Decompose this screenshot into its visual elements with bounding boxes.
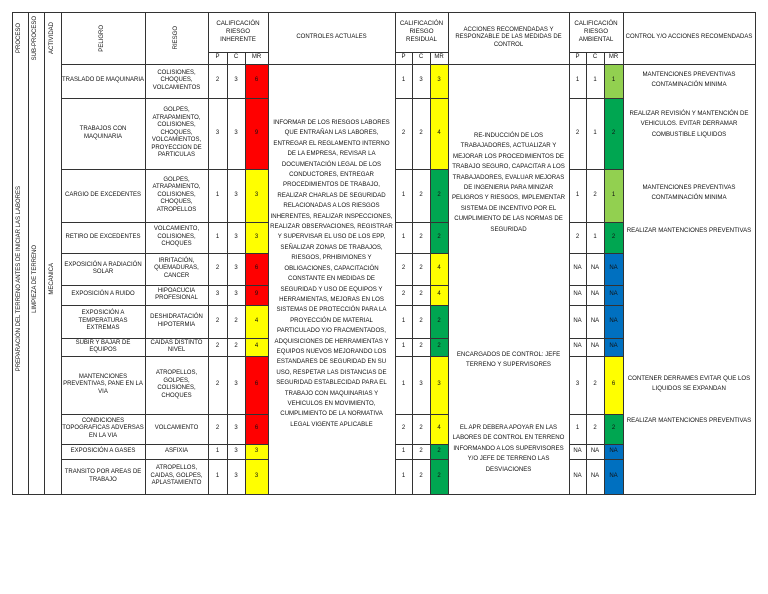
grid-line xyxy=(12,12,755,13)
amb-p-cell: 2 xyxy=(575,129,580,136)
header-proceso: PROCESO xyxy=(16,22,23,53)
header-inh-mr: MR xyxy=(251,54,262,61)
grid-line xyxy=(12,12,13,495)
amb-mr-cell: 2 xyxy=(604,222,623,253)
inh-p-cell: 2 xyxy=(215,265,220,272)
amb-c-cell: 2 xyxy=(593,425,597,432)
res-p-cell: 2 xyxy=(401,129,406,136)
riesgo-cell: ATROPELLOS, GOLPES, COLISIONES, CHOQUES xyxy=(155,370,198,399)
grid-line xyxy=(61,64,755,65)
grid-line xyxy=(430,52,431,495)
res-c-cell: 2 xyxy=(419,425,423,432)
riesgo-cell: CAIDAS DISTINTO NIVEL xyxy=(150,339,203,353)
res-c-cell: 2 xyxy=(419,317,423,324)
res-c-cell: 2 xyxy=(419,291,423,298)
inh-c-cell: 3 xyxy=(234,472,238,479)
res-mr-cell: 4 xyxy=(430,253,448,285)
res-mr-cell: 2 xyxy=(430,305,448,338)
amb-c-cell: NA xyxy=(590,472,600,479)
grid-line xyxy=(61,253,268,254)
grid-line xyxy=(569,305,623,306)
grid-line xyxy=(569,444,623,445)
grid-line xyxy=(586,52,587,495)
header-inh-p: P xyxy=(215,54,220,61)
amb-mr-cell: 6 xyxy=(604,356,623,414)
amb-p-cell: NA xyxy=(573,447,582,454)
res-mr-cell: 2 xyxy=(430,169,448,222)
header-inh-c: C xyxy=(233,54,239,61)
riesgo-cell: DESHIDRATACIÓN HIPOTERMIA xyxy=(150,314,203,328)
inh-mr-cell: 4 xyxy=(245,305,268,338)
res-p-cell: 1 xyxy=(401,191,406,198)
inh-p-cell: 2 xyxy=(215,343,220,350)
amb-c-cell: NA xyxy=(590,317,600,324)
grid-line xyxy=(28,12,29,495)
inh-p-cell: 2 xyxy=(215,381,220,388)
grid-line xyxy=(604,52,605,495)
header-riesgo: RIESGO xyxy=(172,26,179,50)
riesgo-cell: HIPOACUCIA PROFESIONAL xyxy=(155,287,198,301)
riesgo-cell: VOLCAMIENTO xyxy=(154,425,199,432)
peligro-cell: RETIRO DE EXCEDENTES xyxy=(65,233,141,240)
grid-line xyxy=(395,459,448,460)
sub-proceso-value: LIMPIEZA DE TERRENO xyxy=(32,245,39,313)
res-c-cell: 2 xyxy=(419,472,423,479)
amb-p-cell: 1 xyxy=(575,77,580,84)
inh-p-cell: 3 xyxy=(215,291,220,298)
grid-line xyxy=(395,98,448,99)
amb-c-cell: 1 xyxy=(593,129,597,136)
grid-line xyxy=(61,285,268,286)
res-p-cell: 1 xyxy=(401,317,406,324)
amb-p-cell: NA xyxy=(573,265,582,272)
res-mr-cell: 3 xyxy=(430,64,448,98)
header-calificacion-inherente: CALIFICACIÓN RIESGO INHERENTE xyxy=(216,20,260,43)
grid-line xyxy=(623,12,624,495)
actividad-value: MECANICA xyxy=(48,263,55,295)
control-block-1: MANTENCIONES PREVENTIVAS CONTAMINACIÓN MINIMA xyxy=(642,71,736,89)
res-c-cell: 2 xyxy=(419,343,423,350)
grid-line xyxy=(395,356,448,357)
inh-mr-cell: 3 xyxy=(245,169,268,222)
inh-mr-cell: 3 xyxy=(245,444,268,459)
res-p-cell: 2 xyxy=(401,265,406,272)
peligro-cell: TRANSITO POR AREAS DE TRABAJO xyxy=(64,469,142,483)
acciones-block-1: RE-INDUCCIÓN DE LOS TRABAJADORES, ACTUALIZAR Y MEJORAR LOS PROCEDIMIENTOS DE TRABAJO SEGURO, CAPACITAR A LOS TRABAJADORES, EVALUAR MEJORAS DE INGENIERIA PARA MINIZAR PELIGROS Y RIESGOS, IMPLEMENTAR SISTEMA DE INCENTIVO POR EL CUMPLIMIENTO DE LAS NORMAS DE SEGURIDAD xyxy=(451,132,566,233)
header-res-p: P xyxy=(401,54,406,61)
inh-mr-cell: 9 xyxy=(245,285,268,305)
res-mr-cell: 2 xyxy=(430,459,448,494)
inh-p-cell: 1 xyxy=(215,191,220,198)
res-mr-cell: 4 xyxy=(430,285,448,305)
inh-mr-cell: 3 xyxy=(245,459,268,494)
grid-line xyxy=(755,12,756,495)
grid-line xyxy=(395,305,448,306)
inh-c-cell: 3 xyxy=(234,129,238,136)
header-acciones-recomendadas: ACCIONES RECOMENDADAS Y RESPONZABLE DE LAS MEDIDAS DE CONTROL xyxy=(455,26,562,48)
grid-line xyxy=(12,494,755,495)
control-block-5: CONTENER DERRAMES EVITAR QUE LOS LIQUIDOS SE EXPANDAN xyxy=(627,375,751,393)
amb-mr-cell: NA xyxy=(604,253,623,285)
grid-line xyxy=(44,12,45,495)
header-calificacion-ambiental: CALIFICACIÓN RIESGO AMBIENTAL xyxy=(574,20,618,43)
amb-p-cell: 2 xyxy=(575,233,580,240)
res-c-cell: 2 xyxy=(419,265,423,272)
res-p-cell: 1 xyxy=(401,472,406,479)
res-p-cell: 1 xyxy=(401,77,406,84)
grid-line xyxy=(569,285,623,286)
grid-line xyxy=(245,52,246,495)
grid-line xyxy=(61,222,268,223)
grid-line xyxy=(569,459,623,460)
grid-line xyxy=(61,356,268,357)
grid-line xyxy=(448,12,449,495)
acciones-block-3: EL APR DEBERA APOYAR EN LAS LABORES DE CONTROL EN TERRENO INFORMANDO A LOS SUPERVISORES Y/O JEFE DE TERRENO LAS DESVIACIONES xyxy=(452,424,565,473)
res-mr-cell: 3 xyxy=(430,356,448,414)
res-c-cell: 2 xyxy=(419,447,423,454)
grid-line xyxy=(208,52,268,53)
control-block-4: REALIZAR MANTENCIONES PREVENTIVAS xyxy=(626,227,752,234)
res-p-cell: 2 xyxy=(401,291,406,298)
peligro-cell: EXPOSICIÓN A RADIACIÓN SOLAR xyxy=(64,261,142,275)
res-c-cell: 3 xyxy=(419,77,423,84)
amb-p-cell: NA xyxy=(573,317,582,324)
amb-p-cell: NA xyxy=(573,291,582,298)
inh-p-cell: 2 xyxy=(215,425,220,432)
grid-line xyxy=(61,459,268,460)
header-calificacion-residual: CALIFICACIÓN RIESGO RESIDUAL xyxy=(399,20,444,43)
proceso-value: PREPARACIÓN DEL TERRENO ANTES DE INICIAR LAS LABORES xyxy=(16,186,23,372)
amb-c-cell: 1 xyxy=(593,77,597,84)
control-block-6: REALIZAR MANTENCIONES PREVENTIVAS xyxy=(626,417,752,424)
grid-line xyxy=(395,285,448,286)
inh-c-cell: 3 xyxy=(234,265,238,272)
inh-p-cell: 1 xyxy=(215,233,220,240)
acciones-block-2: ENCARGADOS DE CONTROL: JEFE TERRENO Y SUPERVISORES xyxy=(456,351,561,369)
grid-line xyxy=(61,305,268,306)
header-controles-actuales: CONTROLES ACTUALES xyxy=(296,34,367,41)
riesgo-cell: GOLPES, ATRAPAMIENTO, COLISIONES, CHOQUES, ATROPELLOS xyxy=(152,176,201,213)
inh-mr-cell: 9 xyxy=(245,98,268,169)
res-mr-cell: 2 xyxy=(430,222,448,253)
grid-line xyxy=(61,98,268,99)
peligro-cell: SUBIR Y BAJAR DE EQUIPOS xyxy=(75,339,131,353)
amb-p-cell: NA xyxy=(573,343,582,350)
inh-p-cell: 1 xyxy=(215,447,220,454)
grid-line xyxy=(268,12,269,495)
grid-line xyxy=(395,169,448,170)
res-c-cell: 2 xyxy=(419,191,423,198)
peligro-cell: CARGIO DE EXCEDENTES xyxy=(64,191,141,198)
inh-c-cell: 3 xyxy=(234,447,238,454)
peligro-cell: EXPOSICIÓN A GASES xyxy=(70,447,136,454)
riesgo-cell: GOLPES, ATRAPAMIENTO, COLISIONES, CHOQUES, VOLCAMIENTOS, PROYECCION DE PARTICULAS xyxy=(151,107,202,159)
peligro-cell: EXPOSICIÓN A RUIDO xyxy=(71,291,135,298)
grid-line xyxy=(412,52,413,495)
amb-c-cell: 2 xyxy=(593,191,597,198)
peligro-cell: CONDICIONES TOPOGRAFICAS ADVERSAS EN LA VIA xyxy=(62,417,144,439)
grid-line xyxy=(395,338,448,339)
header-amb-c: C xyxy=(592,54,598,61)
grid-line xyxy=(395,253,448,254)
res-c-cell: 3 xyxy=(419,381,423,388)
inh-c-cell: 3 xyxy=(234,381,238,388)
controles-actuales-text: INFORMAR DE LOS RIESGOS LABORES QUE ENTRAÑAN LAS LABORES, ENTREGAR EL REGLAMENTO INTERNO DE LA EMPRESA, REVISAR LA DOCUMENTACIÓN LEGAL DE LOS CONDUCTORES, ENTREGAR PROCEDIMIENTOS DE TRABAJO, REALIZAR CHARLAS DE SEGURIDAD RELACIONADAS A LOS RIESGOS INHERENTES, REALIZAR INSPECCIONES, REALIZAR OBSERVACIONES, REGISTRAR Y SUPERVISAR EL USO DE LOS EPP, SEÑALIZAR ZONAS DE TRABAJOS, RIESGOS, PRHIBIVIONES Y OBLIGACIONES, CAPACITACIÓN CONSTANTE EN MEDIDAS DE SEGURIDAD Y USO DE EQUIPOS Y HERRAMIENTAS, MEJORAS EN LOS SISTEMAS DE PROTECCIÓN PARA LA PROYECCIÓN DE MATERIAL PARTICULADO Y/O FRACMENTADOS, ADQUISICIONES DE HERRAMIENTAS Y EQUIPOS NUEVOS MEJORANDO LOS ESTANDARES DE SEGURIDAD EN SU USO, RESPETAR LAS DISTANCIAS DE SEGURIDAD ESTABLECIDAD PARA EL TRABAJO CON MAQUINARIAS Y VEHICULOS EN MOVIMIENTO, CUMPLIMIENTO DE LA NORMATIVA LEGAL VIGENTE APLICABLE xyxy=(270,119,393,428)
header-control-acciones: CONTROL Y/O ACCIONES RECOMENDADAS xyxy=(625,34,753,41)
amb-mr-cell: NA xyxy=(604,305,623,338)
inh-c-cell: 3 xyxy=(234,291,238,298)
header-amb-p: P xyxy=(575,54,580,61)
amb-mr-cell: 2 xyxy=(604,414,623,444)
inh-c-cell: 2 xyxy=(234,343,238,350)
grid-line xyxy=(395,52,448,53)
grid-line xyxy=(569,98,623,99)
header-res-mr: MR xyxy=(434,54,444,61)
amb-c-cell: NA xyxy=(590,265,600,272)
grid-line xyxy=(61,414,268,415)
grid-line xyxy=(61,338,268,339)
grid-line xyxy=(569,169,623,170)
amb-mr-cell: 2 xyxy=(604,98,623,169)
res-p-cell: 1 xyxy=(401,381,406,388)
amb-c-cell: NA xyxy=(590,343,600,350)
inh-p-cell: 1 xyxy=(215,472,220,479)
control-block-3: MANTENCIONES PREVENTIVAS CONTAMINACIÓN MINIMA xyxy=(642,184,736,202)
inh-c-cell: 3 xyxy=(234,191,238,198)
header-res-c: C xyxy=(418,54,424,61)
grid-line xyxy=(569,414,623,415)
grid-line xyxy=(395,444,448,445)
res-mr-cell: 2 xyxy=(430,444,448,459)
grid-line xyxy=(569,253,623,254)
inh-mr-cell: 6 xyxy=(245,253,268,285)
amb-c-cell: 2 xyxy=(593,381,597,388)
riesgo-cell: IRRITACIÓN, QUEMADURAS, CANCER xyxy=(154,257,199,279)
grid-line xyxy=(569,222,623,223)
inh-p-cell: 3 xyxy=(215,129,220,136)
grid-line xyxy=(569,338,623,339)
inh-mr-cell: 6 xyxy=(245,64,268,98)
inh-p-cell: 2 xyxy=(215,77,220,84)
peligro-cell: MANTENCIONES PREVENTIVAS, PANE EN LA VIA xyxy=(63,373,143,395)
amb-p-cell: NA xyxy=(573,472,582,479)
riesgo-cell: COLISIONES, CHOQUES, VOLCAMIENTOS xyxy=(152,69,201,91)
inh-mr-cell: 3 xyxy=(245,222,268,253)
grid-line xyxy=(569,356,623,357)
inh-mr-cell: 6 xyxy=(245,414,268,444)
res-p-cell: 1 xyxy=(401,343,406,350)
riesgo-cell: VOLCAMIENTO, COLISIONES, CHOQUES xyxy=(153,226,200,248)
inh-c-cell: 3 xyxy=(234,77,238,84)
header-amb-mr: MR xyxy=(608,54,619,61)
res-c-cell: 2 xyxy=(419,129,423,136)
inh-mr-cell: 6 xyxy=(245,356,268,414)
res-c-cell: 2 xyxy=(419,233,423,240)
control-block-2: REALIZAR REVISIÓN Y MANTENCIÓN DE VEHICULOS. EVITAR DERRAMAR COMBUSTIBLE LIQUIDOS xyxy=(629,110,749,138)
grid-line xyxy=(395,414,448,415)
res-p-cell: 2 xyxy=(401,425,406,432)
amb-mr-cell: NA xyxy=(604,338,623,356)
grid-line xyxy=(227,52,228,495)
grid-line xyxy=(395,222,448,223)
res-p-cell: 1 xyxy=(401,447,406,454)
peligro-cell: TRASLADO DE MAQUINARIA xyxy=(62,77,145,84)
header-peligro: PELIGRO xyxy=(99,24,106,52)
amb-p-cell: 1 xyxy=(575,191,580,198)
res-p-cell: 1 xyxy=(401,233,406,240)
amb-mr-cell: 1 xyxy=(604,169,623,222)
peligro-cell: TRABAJOS CON MAQUINARIA xyxy=(79,126,127,140)
inh-p-cell: 2 xyxy=(215,317,220,324)
inh-c-cell: 3 xyxy=(234,233,238,240)
res-mr-cell: 2 xyxy=(430,338,448,356)
amb-c-cell: NA xyxy=(590,291,600,298)
riesgo-cell: ASFIXIA xyxy=(164,447,188,454)
res-mr-cell: 4 xyxy=(430,98,448,169)
inh-c-cell: 3 xyxy=(234,425,238,432)
amb-mr-cell: NA xyxy=(604,285,623,305)
header-sub-proceso: SUB-PROCESO xyxy=(32,15,39,61)
grid-line xyxy=(61,444,268,445)
amb-p-cell: 1 xyxy=(575,425,580,432)
amb-mr-cell: NA xyxy=(604,459,623,494)
amb-c-cell: NA xyxy=(590,447,600,454)
inh-mr-cell: 4 xyxy=(245,338,268,356)
amb-p-cell: 3 xyxy=(575,381,580,388)
amb-c-cell: 1 xyxy=(593,233,597,240)
peligro-cell: EXPOSICIÓN A TEMPERATURAS EXTREMAS xyxy=(78,310,128,332)
res-mr-cell: 4 xyxy=(430,414,448,444)
amb-mr-cell: 1 xyxy=(604,64,623,98)
amb-mr-cell: NA xyxy=(604,444,623,459)
grid-line xyxy=(61,169,268,170)
grid-line xyxy=(569,52,623,53)
riesgo-cell: ATROPELLOS, CAIDAS, GOLPES, APLASTAMIENTO xyxy=(150,465,203,487)
header-actividad: ACTIVIDAD xyxy=(48,21,55,54)
inh-c-cell: 2 xyxy=(234,317,238,324)
